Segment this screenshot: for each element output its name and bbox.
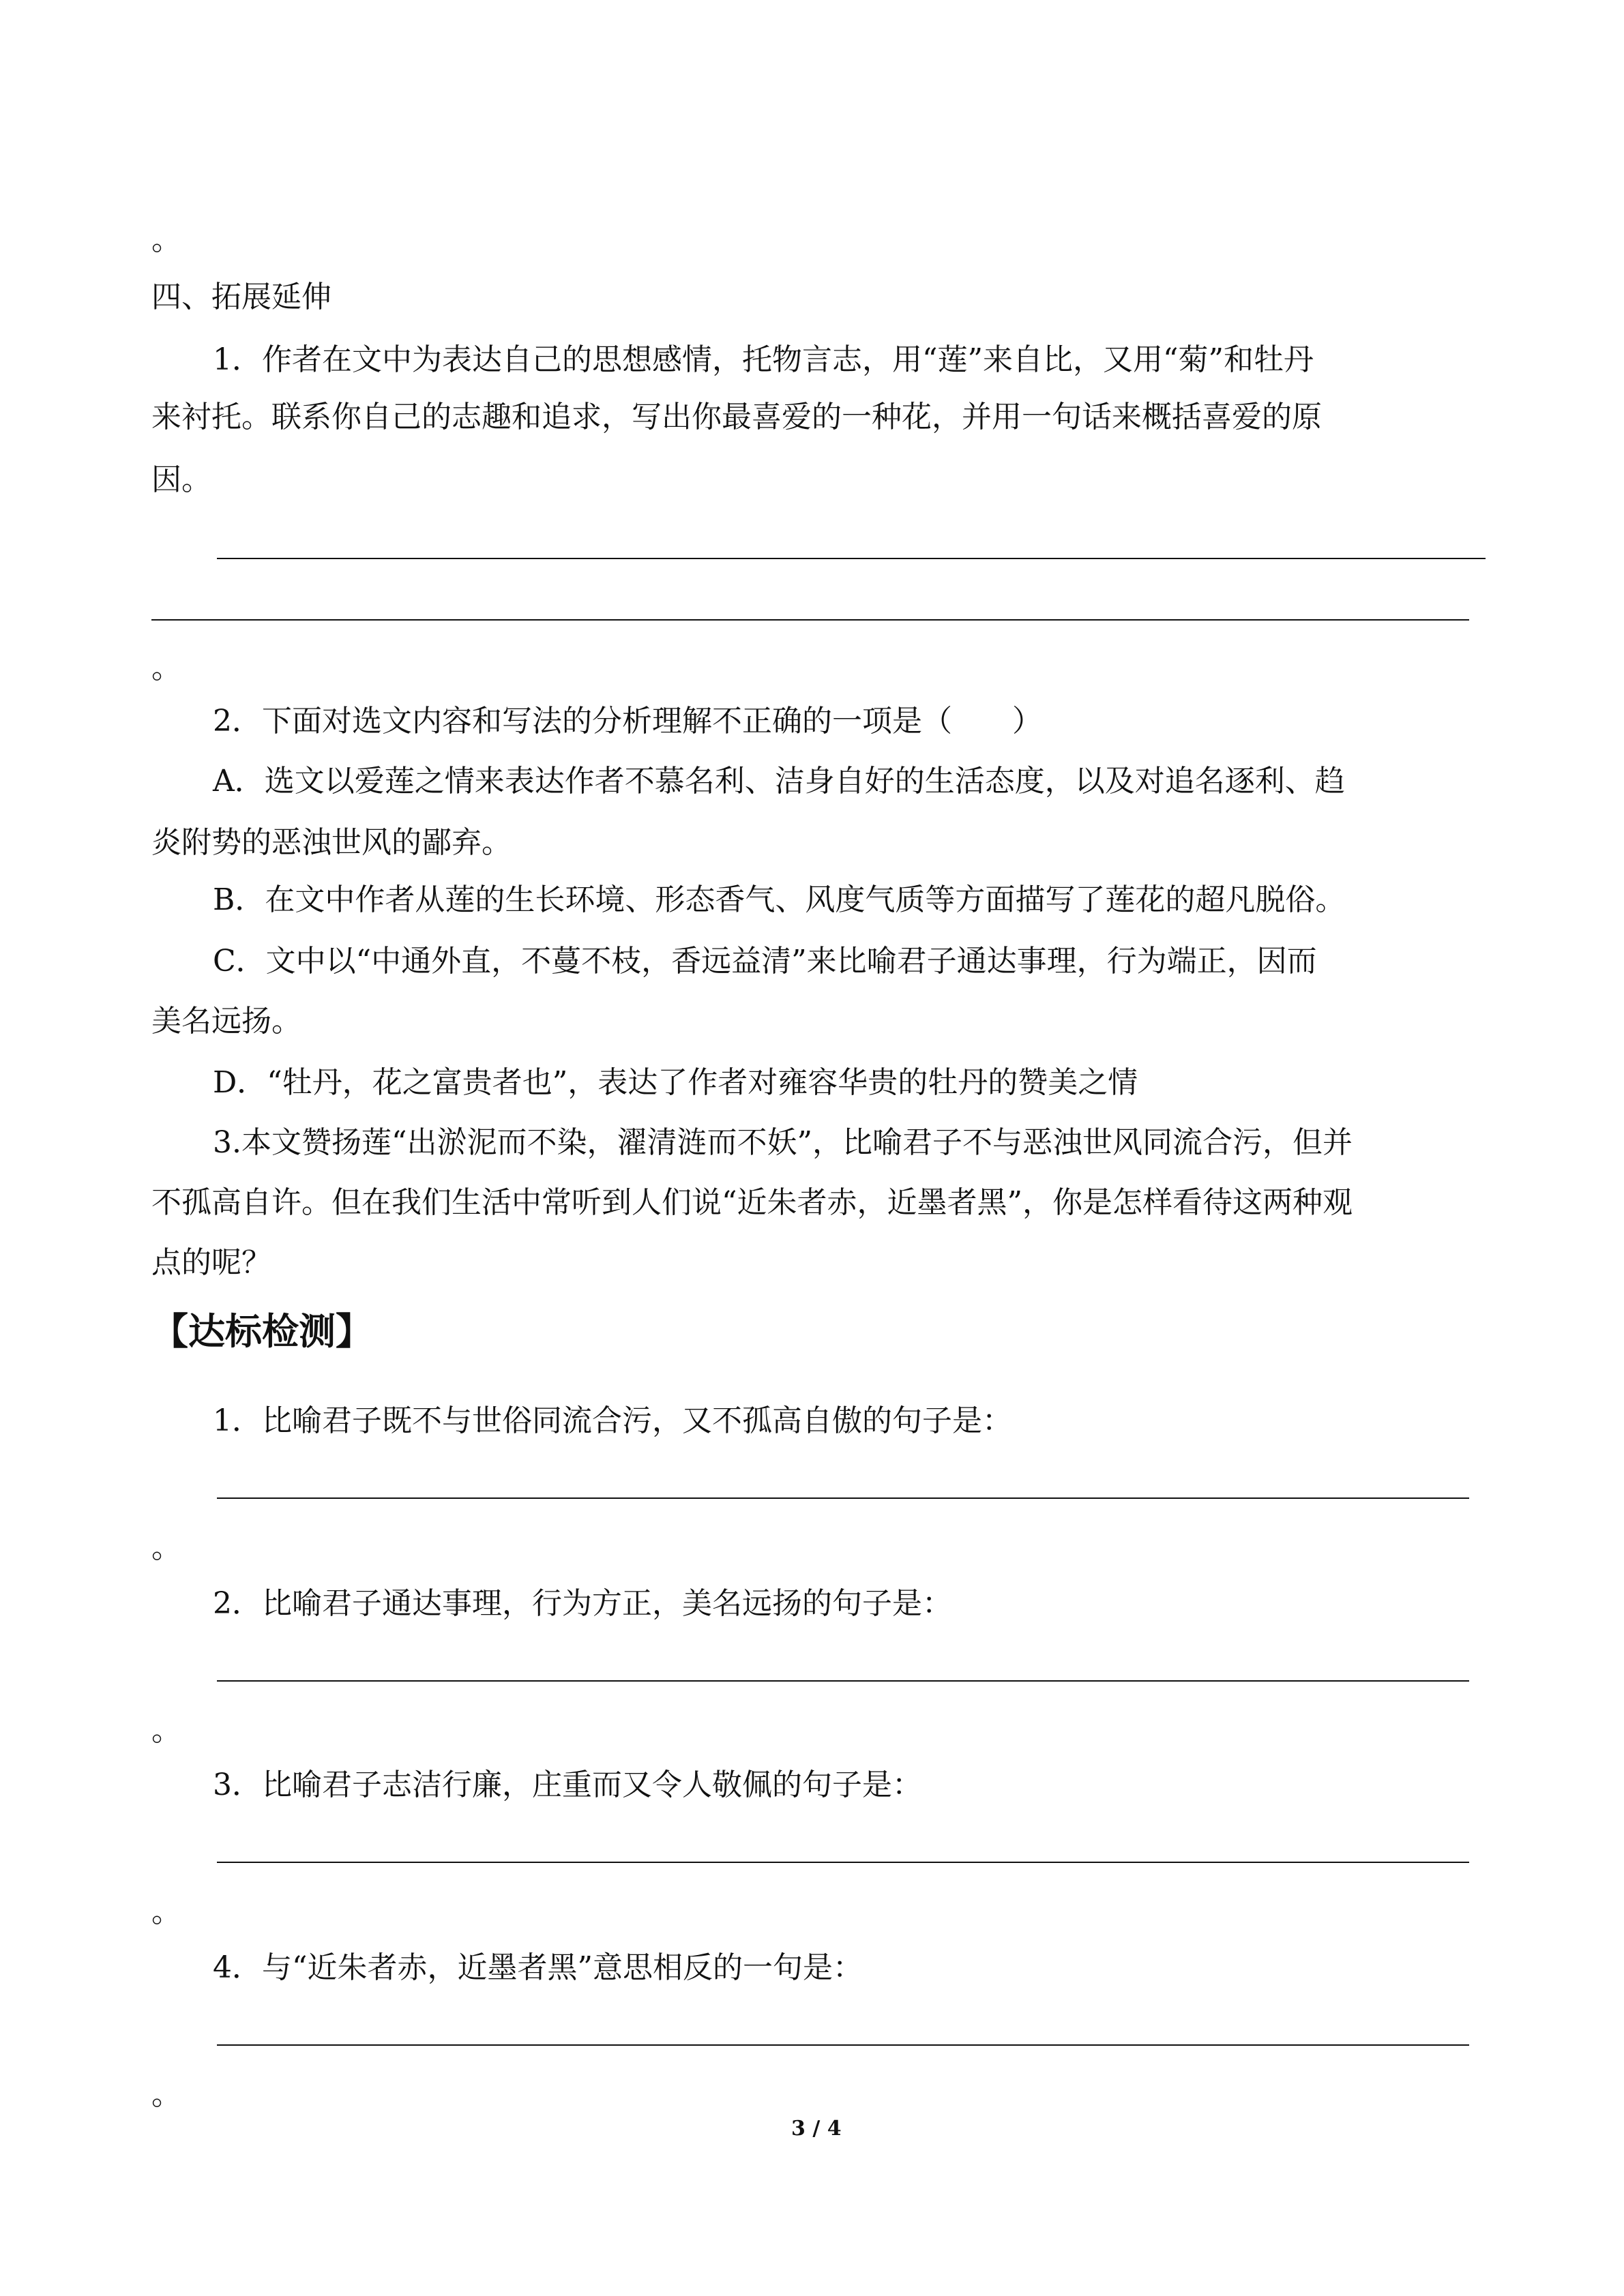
trailing-period: 。 bbox=[151, 222, 181, 257]
trailing-period: 。 bbox=[151, 1530, 181, 1565]
option-d: D．“牡丹，花之富贵者也”，表达了作者对雍容华贵的牡丹的赞美之情 bbox=[213, 1065, 1138, 1100]
answer-line[interactable] bbox=[217, 1497, 1469, 1499]
question-1-line-2: 来衬托。联系你自己的志趣和追求，写出你最喜爱的一种花，并用一句话来概括喜爱的原 bbox=[151, 400, 1322, 434]
answer-line[interactable] bbox=[217, 2044, 1469, 2046]
question-2-stem: 2．下面对选文内容和写法的分析理解不正确的一项是（ ） bbox=[213, 704, 1042, 739]
option-b: B．在文中作者从莲的生长环境、形态香气、风度气质等方面描写了莲花的超凡脱俗。 bbox=[213, 882, 1346, 917]
test-item-3: 3．比喻君子志洁行廉，庄重而又令人敬佩的句子是： bbox=[213, 1768, 922, 1802]
section-title: 四、拓展延伸 bbox=[151, 280, 331, 314]
answer-line[interactable] bbox=[217, 558, 1486, 559]
test-item-1: 1．比喻君子既不与世俗同流合污，又不孤高自傲的句子是： bbox=[213, 1403, 1012, 1438]
answer-line[interactable] bbox=[217, 1680, 1469, 1682]
trailing-period: 。 bbox=[151, 651, 181, 685]
test-heading: 【达标检测】 bbox=[151, 1310, 372, 1353]
question-3-line-1: 3.本文赞扬莲“出淤泥而不染，濯清涟而不妖”，比喻君子不与恶浊世风同流合污，但并 bbox=[213, 1125, 1353, 1160]
option-c-line-1: C．文中以“中通外直，不蔓不枝，香远益清”来比喻君子通达事理，行为端正，因而 bbox=[213, 944, 1317, 979]
option-a-line-1: A．选文以爱莲之情来表达作者不慕名利、洁身自好的生活态度，以及对追名逐利、趋 bbox=[213, 764, 1345, 799]
question-1-line-3: 因。 bbox=[151, 462, 211, 497]
answer-line[interactable] bbox=[217, 1862, 1469, 1863]
page-number: 3 / 4 bbox=[791, 2117, 842, 2141]
question-1-line-1: 1．作者在文中为表达自己的思想感情，托物言志，用“莲”来自比，又用“菊”和牡丹 bbox=[213, 342, 1314, 377]
trailing-period: 。 bbox=[151, 1713, 181, 1748]
test-item-2: 2．比喻君子通达事理，行为方正，美名远扬的句子是： bbox=[213, 1586, 952, 1621]
option-c-line-2: 美名远扬。 bbox=[151, 1004, 301, 1039]
trailing-period: 。 bbox=[151, 2077, 181, 2112]
trailing-period: 。 bbox=[151, 1894, 181, 1929]
option-a-line-2: 炎附势的恶浊世风的鄙弃。 bbox=[151, 825, 512, 860]
question-3-line-3: 点的呢？ bbox=[151, 1245, 271, 1280]
question-3-line-2: 不孤高自许。但在我们生活中常听到人们说“近朱者赤，近墨者黑”，你是怎样看待这两种观 bbox=[151, 1185, 1353, 1220]
answer-line[interactable] bbox=[151, 619, 1469, 621]
test-item-4: 4．与“近朱者赤，近墨者黑”意思相反的一句是： bbox=[213, 1950, 863, 1985]
